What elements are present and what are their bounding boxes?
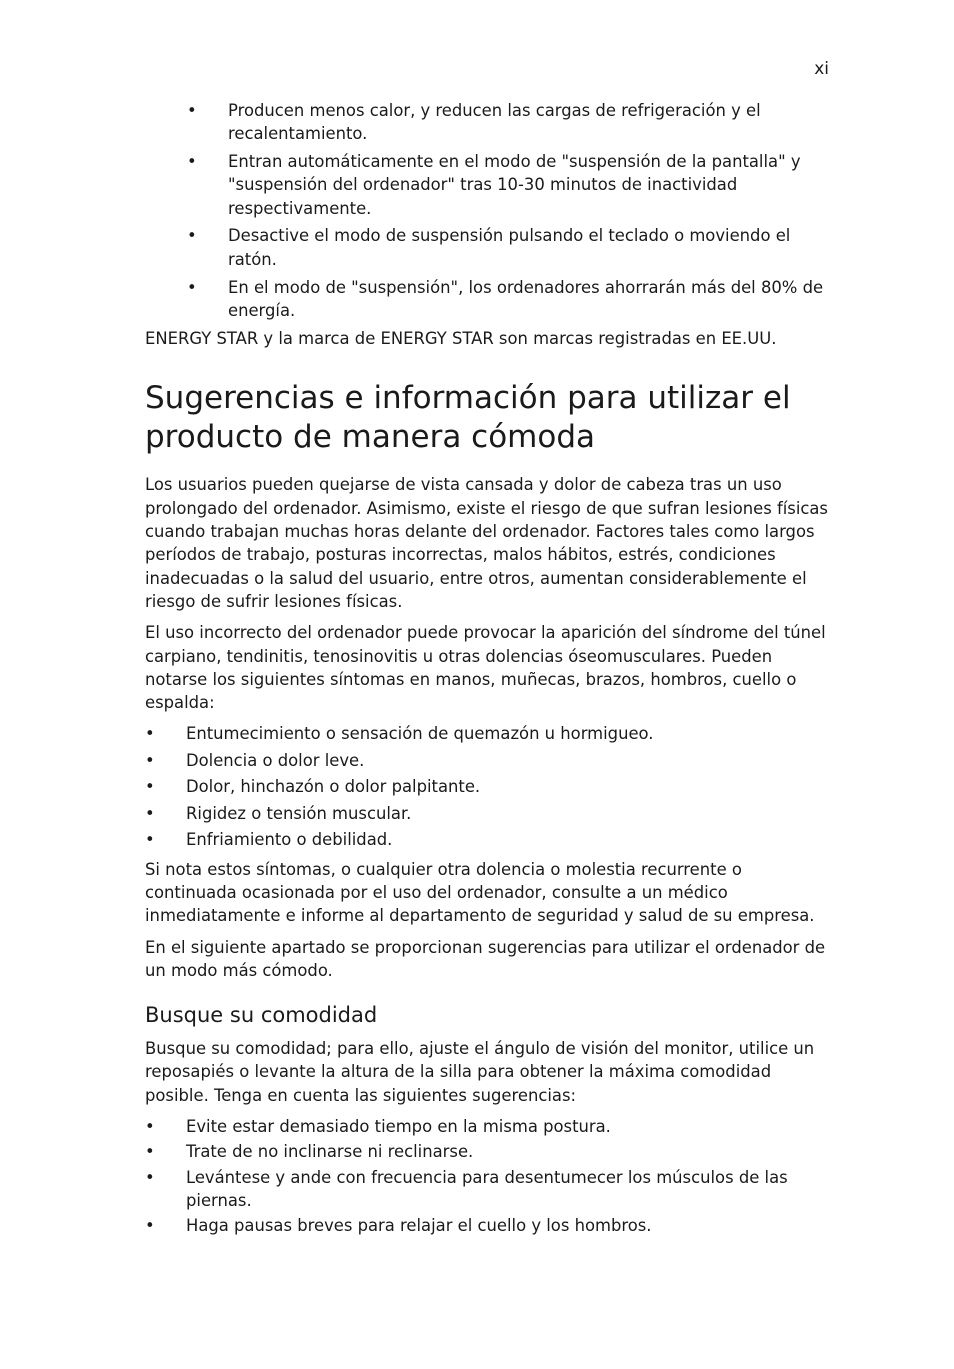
list-item: • Levántese y ande con frecuencia para desentumecer los músculos de las piernas. — [186, 1166, 830, 1213]
paragraph: Si nota estos síntomas, o cualquier otra dolencia o molestia recurrente o continuada ocasionada por el uso del ordenador, consulte a un médico inmediatamente e informe al departamento de seguridad y salud de su empresa. — [145, 859, 815, 926]
list-item: • Entumecimiento o sensación de quemazón u hormigueo. — [186, 722, 830, 745]
paragraph: El uso incorrecto del ordenador puede provocar la aparición del síndrome del túnel carpiano, tendinitis, tenosinovitis u otras dolencias óseomusculares. Pueden notarse los siguientes síntomas en manos, muñecas, brazos, hombros, cuello o espalda: — [145, 623, 826, 713]
paragraph: Busque su comodidad; para ello, ajuste el ángulo de visión del monitor, utilice un reposapiés o levante la altura de la silla para obtener la máxima comodidad posible. Tenga en cuenta las siguientes sugerencias: — [145, 1039, 815, 1105]
symptoms-list — [186, 722, 830, 851]
list-item: • En el modo de "suspensión", los ordenadores ahorrarán más del 80% de energía. — [228, 276, 830, 323]
list-item: • Desactive el modo de suspensión pulsando el teclado o moviendo el ratón. — [228, 224, 830, 271]
energy-features-list — [228, 99, 830, 322]
comfort-tips-list — [186, 1115, 830, 1237]
list-item: • Dolor, hinchazón o dolor palpitante. — [186, 775, 830, 798]
list-item: • Enfriamiento o debilidad. — [186, 828, 830, 851]
trademark-note: ENERGY STAR y la marca de ENERGY STAR son marcas registradas en EE.UU. — [145, 329, 777, 349]
paragraph: Los usuarios pueden quejarse de vista cansada y dolor de cabeza tras un uso prolongado del ordenador. Asimismo, existe el riesgo de que sufran lesiones físicas cuando trabajan muchas horas delante del ordenador. Factores tales como largos períodos de trabajo, posturas incorrectas, malos hábitos, estrés, condiciones inadecuadas o la salud del usuario, entre otros, aumentan considerablemente el riesgo de sufrir lesiones físicas. — [145, 475, 828, 611]
list-item: • Rigidez o tensión muscular. — [186, 802, 830, 825]
page-content — [145, 99, 830, 1240]
list-item: • Haga pausas breves para relajar el cuello y los hombros. — [186, 1214, 830, 1237]
subsection-title: Busque su comodidad — [145, 1003, 378, 1028]
list-item: • Entran automáticamente en el modo de "suspensión de la pantalla" y "suspensión del ordenador" tras 10-30 minutos de inactividad respectivamente. — [228, 150, 830, 220]
list-item: • Trate de no inclinarse ni reclinarse. — [186, 1140, 830, 1163]
page-number: xi — [814, 59, 829, 79]
section-title: Sugerencias e información para utilizar el producto de manera cómoda — [145, 380, 791, 456]
list-item: • Evite estar demasiado tiempo en la misma postura. — [186, 1115, 830, 1138]
list-item: • Dolencia o dolor leve. — [186, 749, 830, 772]
paragraph: En el siguiente apartado se proporcionan sugerencias para utilizar el ordenador de un modo más cómodo. — [145, 937, 826, 980]
list-item: • Producen menos calor, y reducen las cargas de refrigeración y el recalentamiento. — [228, 99, 830, 146]
